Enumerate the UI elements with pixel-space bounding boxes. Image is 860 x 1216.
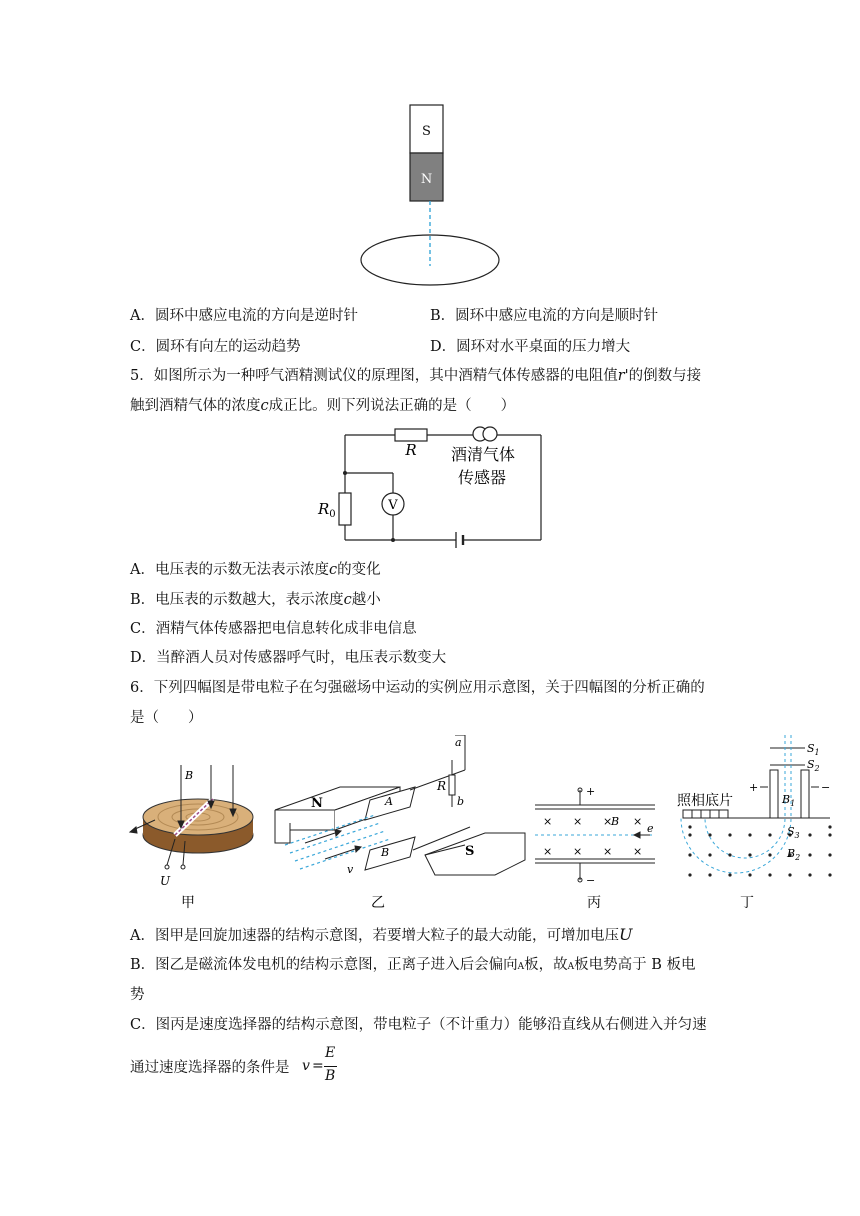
mhd-v-label: v <box>347 863 354 876</box>
mhd-a-label: a <box>455 736 462 749</box>
s1-label: $S_1$ <box>807 742 820 757</box>
sensor-label-line1: 酒清气体 <box>451 445 516 464</box>
mhd-n-label: N <box>311 796 323 811</box>
resistor-r <box>395 429 427 441</box>
q5-option-a: A．电压表的示数无法表示浓度c的变化 <box>130 562 381 578</box>
q5-option-b: B．电压表的示数越大，表示浓度c越小 <box>130 592 381 608</box>
svg-text:×: × <box>543 845 553 858</box>
mhd-s-label: S <box>465 844 475 859</box>
sensor-label-line2: 传感器 <box>458 468 507 487</box>
film-label: 照相底片 <box>677 793 733 809</box>
mhd-b-label: b <box>457 795 465 808</box>
q4-option-d: D．圆环对水平桌面的压力增大 <box>430 339 631 355</box>
q5-stem2-var: c <box>260 398 269 414</box>
selector-field-marks <box>543 815 642 858</box>
exam-page: S N A．圆环中感应电流的方向是逆时针 B．圆环中感应电流的方向是顺时针 C．圆环有向左的运动趋势 D．圆环对水平桌面的压力增大 5．如图所示为一种呼气酒精测试仪的原理图，其中酒精气体传感器的电阻值r'的倒数与接 触到酒精气体的浓度c成正比。则下列说法正确的是（ ） V R $R_0$ 酒清气体 传感器 A．电压表的示数无法表示浓度c的变化 B．电压表的示数越大，表示浓度c越小 C．酒精气体传感器把电信息转化成非电信息 D．当醉酒人员对传感器呼气时，电压表示数变大 6．下列四幅图是带电粒子在匀强磁场中运动的实例应用示意图，关于四幅图的分析正确的 是（ ） B U 甲 N S A B R a b v 乙 + − × × × × × × × × B e 丙 照相底片 + − $S_1$ $S_2$ $S_3$ $B_1$ $B_2$ 丁 A．图甲是回旋加速器的结构示意图，若要增大粒子的最大动能，可增加电压U B．图乙是磁流体发电机的结构示意图，正离子进入后会偏向A板，故A板电势高于 B 板电 势 C．图丙是速度选择器的结构示意图，带电粒子（不计重力）能够沿直线从右侧进入并匀速 通过速度选择器的条件是 v = E B <box>0 0 860 1216</box>
q5-stem-line2 <box>130 396 515 416</box>
q5-stem2-a: 触到酒精气体的浓度 <box>130 398 261 414</box>
q5-stem1-b: 的倒数与接 <box>628 368 702 384</box>
selector-plus: + <box>586 785 596 798</box>
cyclotron-b-label: B <box>185 769 194 782</box>
selector-e-label: e <box>647 822 654 835</box>
q5-stem-line1 <box>130 366 701 386</box>
q5-stem1-a: 5．如图所示为一种呼气酒精测试仪的原理图，其中酒精气体传感器的电阻值 <box>130 368 618 384</box>
voltmeter-label: V <box>388 498 398 513</box>
spectro-plus: + <box>749 781 759 794</box>
svg-text:×: × <box>573 845 583 858</box>
selector-minus: − <box>586 874 596 887</box>
q5-stem1-var: r' <box>617 368 629 384</box>
caption-yi: 乙 <box>371 895 385 911</box>
svg-text:×: × <box>573 815 583 828</box>
q4-option-a: A．圆环中感应电流的方向是逆时针 <box>130 308 358 324</box>
magnet-n-label: N <box>420 172 433 187</box>
spectro-minus: − <box>821 781 831 794</box>
q6-option-b-cont: 势 <box>130 987 145 1003</box>
resistor-r0-label: $R_0$ <box>318 500 336 520</box>
cyclotron-figure <box>130 765 253 911</box>
resistor-r0 <box>339 493 351 525</box>
q6-option-b: B．图乙是磁流体发电机的结构示意图，正离子进入后会偏向A板，故A板电势高于 B 板电 <box>130 957 696 973</box>
caption-ding: 丁 <box>740 895 754 911</box>
s2-label: $S_2$ <box>807 758 820 773</box>
q6-stem-line1: 6．下列四幅图是带电粒子在匀强磁场中运动的实例应用示意图，关于四幅图的分析正确的 <box>130 680 705 696</box>
q6-option-c: C．图丙是速度选择器的结构示意图，带电粒子（不计重力）能够沿直线从右侧进入并匀速 <box>130 1017 707 1033</box>
magnet-s-label: S <box>422 124 431 139</box>
b2-label: $B_2$ <box>787 847 801 862</box>
breathalyzer-circuit <box>305 425 555 550</box>
q5-option-c: C．酒精气体传感器把电信息转化成非电信息 <box>130 621 417 637</box>
q6-figures <box>115 735 835 915</box>
s3-label: $S_3$ <box>787 825 800 840</box>
selector-b-label: B <box>611 815 620 828</box>
q6-option-c-cont: 通过速度选择器的条件是 <box>130 1060 290 1076</box>
spectrometer-field-dots <box>688 825 831 876</box>
mhd-plate-b-label: B <box>381 846 390 859</box>
q6-option-a: A．图甲是回旋加速器的结构示意图，若要增大粒子的最大动能，可增加电压U <box>130 925 633 944</box>
velocity-selector-figure <box>535 790 655 880</box>
resistor-r-label: R <box>405 441 417 459</box>
q5-stem2-b: 成正比。则下列说法正确的是（ ） <box>268 398 516 414</box>
caption-jia: 甲 <box>181 895 195 911</box>
q4-option-c: C．圆环有向左的运动趋势 <box>130 339 301 355</box>
mhd-r-label: R <box>437 779 447 793</box>
q6-stem-line2: 是（ ） <box>130 710 203 726</box>
mhd-plate-a-label: A <box>385 795 393 808</box>
svg-text:×: × <box>633 815 643 828</box>
svg-text:×: × <box>603 815 613 828</box>
caption-bing: 丙 <box>587 895 601 911</box>
b1-label: $B_1$ <box>782 793 796 808</box>
q5-option-d: D．当醉酒人员对传感器呼气时，电压表示数变大 <box>130 650 447 666</box>
magnet-ring-figure <box>350 100 510 290</box>
sensor-symbol-right <box>483 427 497 441</box>
cyclotron-u-label: U <box>160 874 171 888</box>
svg-text:×: × <box>603 845 613 858</box>
svg-text:×: × <box>633 845 643 858</box>
svg-text:×: × <box>543 815 553 828</box>
q4-option-b: B．圆环中感应电流的方向是顺时针 <box>430 308 659 324</box>
